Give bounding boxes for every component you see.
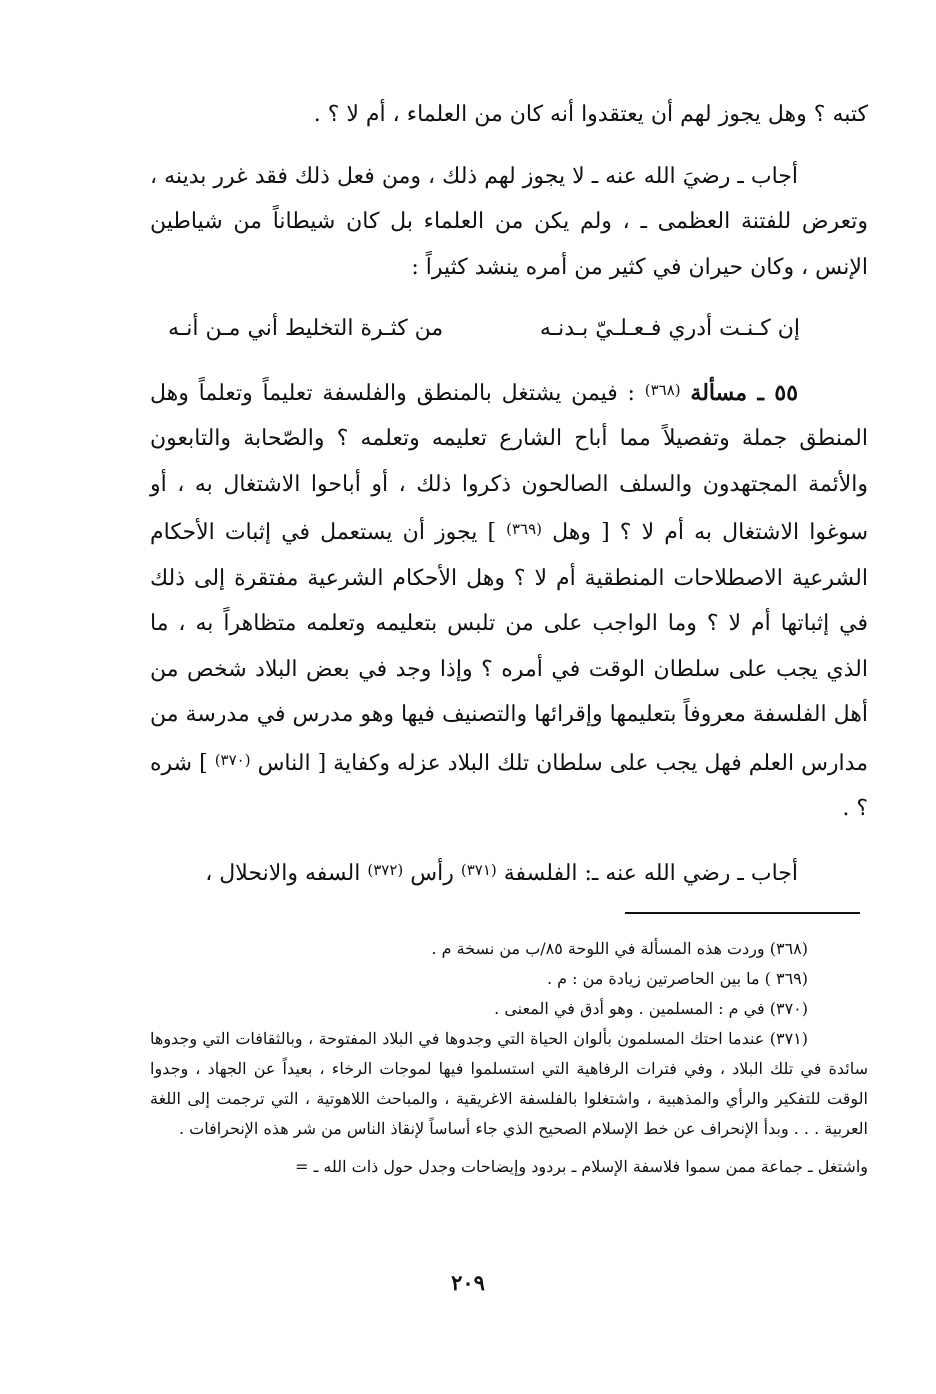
verse-second-hemistich: من كثـرة التخليط أني مـن أنـه	[168, 316, 444, 341]
footnote-continuation: واشتغل ـ جماعة ممن سموا فلاسفة الإسلام ـ بردود وإيضاحات وجدل حول ذات الله ـ =	[295, 1157, 868, 1176]
footnote-369: (٣٦٩ ) ما بين الحاصرتين زيادة من : م .	[546, 969, 808, 988]
paragraph-answer-philosophy	[150, 848, 868, 897]
footnote-ref: (٣٧١)	[460, 860, 497, 879]
answer-text-part: أجاب ـ رضي الله عنه ـ: الفلسفة	[496, 860, 798, 886]
paragraph-continuation: كتبه ؟ وهل يجوز لهم أن يعتقدوا أنه كان من العلماء ، أم لا ؟ .	[313, 102, 868, 127]
answer-text-part: رأس	[403, 860, 461, 886]
question-text-part: : فيمن يشتغل بالمنطق والفلسفة تعليماً وتعلماً وهل المنطق جملة وتفصيلاً مما أباح الشارع تعليمه وتعلمه ؟ والصّحابة والتابعون والأئمة المجتهدون والسلف الصالحون ذكروا ذلك ، أو أباحوا الاشتغال به ، أو سوغوا الاشتغال به أم لا ؟ [ وهل	[150, 380, 869, 545]
page-number: ٢٠٩	[451, 1270, 485, 1295]
footnote-ref: (٣٦٨)	[644, 380, 681, 399]
paragraph-answer: أجاب ـ رضيَ الله عنه ـ لا يجوز لهم ذلك ، ومن فعل ذلك فقد غرر بدينه ، وتعرض للفتنة العظمى ـ ، ولم يكن من العلماء بل كان شيطاناً من شياطين الإنس ، وكان حيران في كثير من أمره ينشد كثيراً :	[150, 163, 868, 280]
footnote-370: (٣٧٠) في م : المسلمين . وهو أدق في المعنى .	[494, 999, 808, 1018]
paragraph-question	[150, 368, 868, 832]
footnote-368: (٣٦٨) وردت هذه المسألة في اللوحة ٨٥/ب من نسخة م .	[431, 939, 808, 958]
question-text-part: ] يجوز أن يستعمل في إثبات الأحكام الشرعية الاصطلاحات المنطقية أم لا ؟ وهل الأحكام الشرعية مفتقرة إلى ذلك في إثباتها أم لا ؟ وما الواجب على من تلبس بتعليمه وتعلمه متظاهراً به ، ما الذي يجب على سلطان الوقت في أمره ؟ وإذا وجد في بعض البلاد شخص من أهل الفلسفة معروفاً بتعليمها وإقرائها والتصنيف فيها وهو مدرس في مدرسة من مدارس العلم فهل يجب على سلطان تلك البلاد عزله وكفاية [ الناس	[150, 520, 869, 776]
question-text-part: ] شره ؟ .	[150, 750, 868, 821]
footnote-ref: (٣٧٢)	[367, 860, 404, 879]
footnote-ref: (٣٦٩)	[506, 520, 543, 538]
question-label: ٥٥ ـ مسألة	[690, 379, 799, 406]
answer-text-part: السفه والانحلال ،	[205, 860, 368, 886]
poem-verse	[150, 306, 868, 352]
footnote-ref: (٣٧٠)	[214, 750, 251, 769]
footnote-371: (٣٧١) عندما احتك المسلمون بألوان الحياة التي وجدوها في البلاد المفتوحة ، وبالثقافات التي وجدوها سائدة في تلك البلاد ، وفي فترات الرفاهية التي استسلموا فيها لموجات الرخاء ، بعيداً عن الجهاد ، وجدوا الوقت للتفكير والرأي والمذهبية ، واشتغلوا بالفلسفة الاغريقية ، والمباحث اللاهوتية ، التي ترجمت إلى اللغة العربية . . . وبدأ الإنحراف عن خط الإسلام الصحيح الذي جاء أساساً لإنقاذ الناس من شر هذه الإنحرافات .	[150, 1029, 868, 1138]
footnote-divider	[625, 912, 860, 914]
verse-first-hemistich: إن كـنـت أدري فـعـلـيّ بـدنـه	[539, 316, 800, 341]
main-text	[150, 92, 868, 896]
footnotes	[150, 934, 868, 1182]
